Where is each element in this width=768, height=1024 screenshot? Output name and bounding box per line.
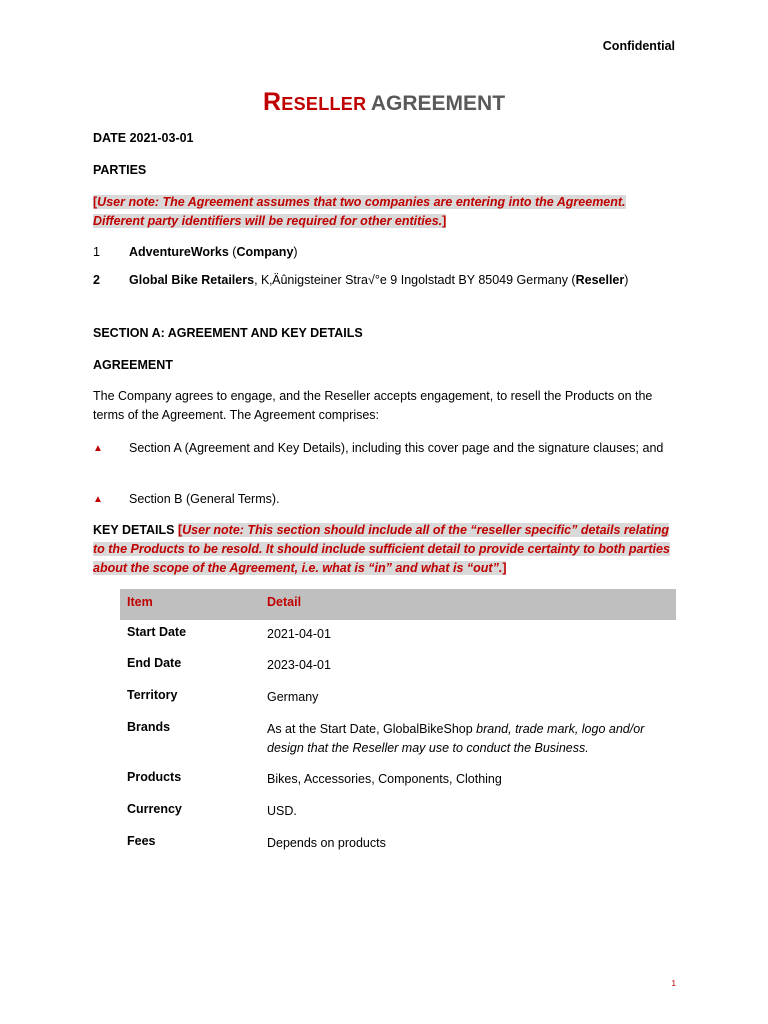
row-detail: As at the Start Date, GlobalBikeShop brand, trade mark, logo and/or design that the Reseller may use to conduct the Business. — [267, 722, 645, 755]
party-2: 2 Global Bike Retailers, K‚Äûnigsteiner Stra√°e 9 Ingolstadt BY 85049 Germany (Reseller) — [93, 271, 677, 290]
bullet-triangle-icon: ▲ — [93, 443, 103, 454]
table-row — [120, 715, 676, 765]
row-detail: Bikes, Accessories, Components, Clothing — [267, 772, 502, 786]
parties-user-note: [User note: The Agreement assumes that two companies are entering into the Agreement. Different party identifiers will be required for other entities.] — [93, 195, 626, 228]
party-1: 1 AdventureWorks (Company) — [93, 243, 677, 262]
page-number: 1 — [671, 979, 676, 988]
table-header-item: Item — [127, 595, 153, 609]
title-part-agreement: AGREEMENT — [370, 92, 506, 115]
table-row — [120, 765, 676, 797]
confidential-label: Confidential — [602, 39, 675, 53]
row-detail: Germany — [267, 690, 319, 704]
date-line: DATE 2021-03-01 — [93, 131, 194, 145]
key-details-block: KEY DETAILS [User note: This section should include all of the “reseller specific” details relating to the Products to be resold. It should include sufficient detail to provide certainty to both parties about the scope of the Agreement, i.e. what is “in” and what is “out”.] — [93, 523, 670, 575]
row-detail: 2021-04-01 — [267, 627, 331, 641]
table-header-row — [120, 589, 676, 620]
row-detail: 2023-04-01 — [267, 658, 331, 672]
row-item: Territory — [127, 688, 178, 702]
row-detail: Depends on products — [267, 836, 386, 850]
row-item: Currency — [127, 802, 182, 816]
table-row — [120, 829, 676, 861]
row-detail: USD. — [267, 804, 297, 818]
parties-note-text: User note: The Agreement assumes that two companies are entering into the Agreement. Different party identifiers will be required for other entities. — [93, 195, 626, 228]
party-number: 1 — [93, 245, 100, 259]
party-name: AdventureWorks — [129, 245, 229, 259]
row-item: Products — [127, 770, 182, 784]
bullet-triangle-icon: ▲ — [93, 494, 103, 505]
table-row — [120, 683, 676, 715]
document-title — [0, 88, 768, 117]
key-details-table — [120, 589, 676, 861]
party-role: Reseller — [575, 273, 625, 287]
table-row — [120, 797, 676, 829]
party-number: 2 — [93, 273, 100, 287]
agreement-text: The Company agrees to engage, and the Reseller accepts engagement, to resell the Products on the terms of the Agreement. The Agreement comprises: — [93, 389, 653, 422]
table-row — [120, 620, 676, 651]
key-details-note: User note: This section should include all of the “reseller specific” details relating to the Products to be resold. It should include sufficient detail to provide certainty to both parties about the scope of the Agreement, i.e. what is “in” and what is “out”. — [93, 523, 670, 575]
table-header-detail: Detail — [267, 595, 302, 609]
parties-heading: PARTIES — [93, 163, 147, 177]
row-item: Brands — [127, 720, 171, 734]
key-details-heading: KEY DETAILS — [93, 523, 178, 537]
bullet-item-1: Section A (Agreement and Key Details), including this cover page and the signature clauses; and — [129, 441, 664, 455]
table-row — [120, 651, 676, 683]
section-a-heading: SECTION A: AGREEMENT AND KEY DETAILS — [93, 326, 363, 340]
party-address: , K‚Äûnigsteiner Stra√°e 9 Ingolstadt BY 85049 Germany ( — [254, 273, 576, 287]
row-item: End Date — [127, 656, 182, 670]
party-role: Company — [236, 245, 294, 259]
row-item: Start Date — [127, 625, 187, 639]
agreement-heading: AGREEMENT — [93, 358, 173, 372]
party-name: Global Bike Retailers — [129, 273, 255, 287]
title-part-reseller: Reseller — [262, 88, 367, 116]
bullet-item-2: Section B (General Terms). — [129, 492, 280, 506]
row-item: Fees — [127, 834, 156, 848]
